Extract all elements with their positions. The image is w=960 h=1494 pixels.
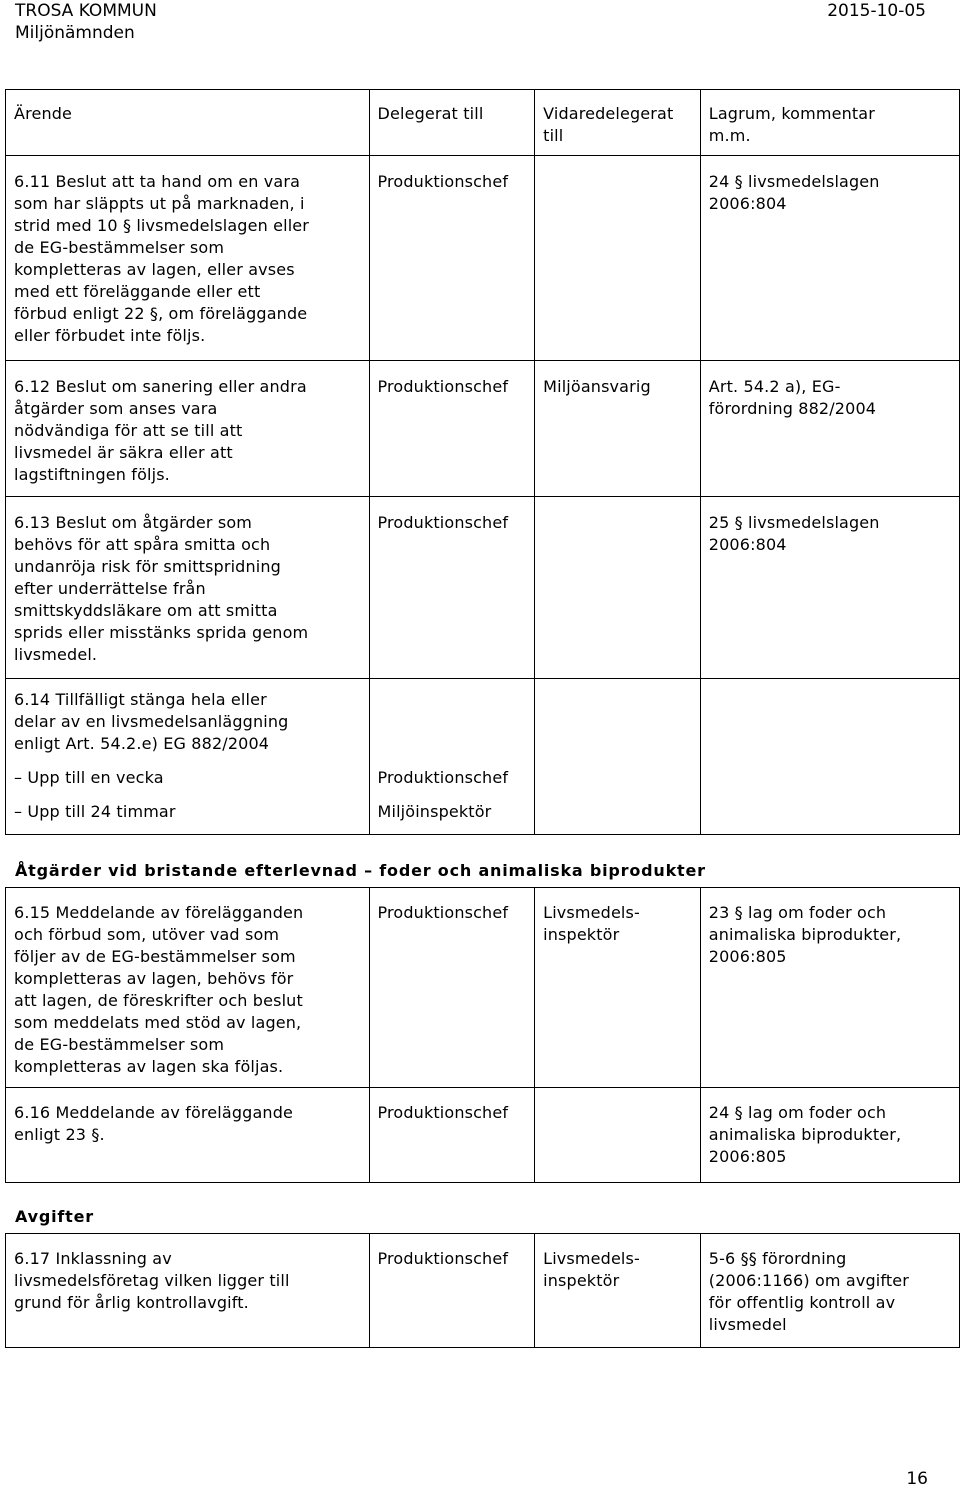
- delegated-to: Produktionschef: [369, 1088, 535, 1183]
- column-header-case: Ärende: [6, 90, 370, 156]
- case-text: 6.15 Meddelande av förelägganden och förbud som, utöver vad som följer av de EG-bestämmelser som kompletteras av lagen, behövs för att lagen, de föreskrifter och beslut som meddelats med stöd av lagen, de EG-bestämmelser som kompletteras av lagen ska följas.: [6, 888, 370, 1088]
- committee-name: Miljönämnden: [15, 23, 135, 43]
- delegation-table-food: [5, 89, 960, 835]
- column-header-redelegated: Vidaredelegerat till: [535, 90, 701, 156]
- case-text: 6.14 Tillfälligt stänga hela eller delar av en livsmedelsanläggning enligt Art. 54.2.e) EG 882/2004: [14, 690, 289, 753]
- redelegated-to: Livsmedels- inspektör: [535, 1234, 701, 1348]
- redelegated-to: [535, 497, 701, 679]
- delegated-to: Produktionschef: [369, 156, 535, 361]
- delegated-cell: [369, 679, 535, 835]
- column-header-law: Lagrum, kommentar m.m.: [700, 90, 959, 156]
- delegated-week: Produktionschef: [377, 768, 509, 787]
- case-text: 6.16 Meddelande av föreläggande enligt 23 §.: [6, 1088, 370, 1183]
- redelegated-to: [535, 1088, 701, 1183]
- delegated-to: Produktionschef: [369, 1234, 535, 1348]
- table-row: [6, 679, 960, 835]
- document-header-left: [15, 0, 157, 44]
- delegation-table-feed: [5, 887, 960, 1183]
- law-reference: Art. 54.2 a), EG- förordning 882/2004: [700, 361, 959, 497]
- law-reference: 23 § lag om foder och animaliska biprodukter, 2006:805: [700, 888, 959, 1088]
- law-reference: [700, 679, 959, 835]
- duration-24h: – Upp till 24 timmar: [14, 802, 176, 821]
- column-header-delegated: Delegerat till: [369, 90, 535, 156]
- table-row: [6, 156, 960, 361]
- redelegated-to: [535, 156, 701, 361]
- case-cell: [6, 679, 370, 835]
- case-text: 6.11 Beslut att ta hand om en vara som har släppts ut på marknaden, i strid med 10 § livsmedelslagen eller de EG-bestämmelser som kompletteras av lagen, eller avses med ett föreläggande eller ett förbud enligt 22 §, om föreläggande eller förbudet inte följs.: [6, 156, 370, 361]
- delegated-24h: Miljöinspektör: [377, 802, 492, 821]
- table-row: [6, 1088, 960, 1183]
- delegated-to: Produktionschef: [369, 888, 535, 1088]
- redelegated-to: Miljöansvarig: [535, 361, 701, 497]
- table-row: [6, 1234, 960, 1348]
- law-reference: 24 § livsmedelslagen 2006:804: [700, 156, 959, 361]
- document-date: 2015-10-05: [827, 1, 926, 21]
- section-title-fees: Avgifter: [15, 1207, 94, 1226]
- table-header-row: [6, 90, 960, 156]
- section-title-feed: Åtgärder vid bristande efterlevnad – foder och animaliska biprodukter: [15, 861, 706, 880]
- delegated-to: Produktionschef: [369, 361, 535, 497]
- case-text: 6.17 Inklassning av livsmedelsföretag vilken ligger till grund för årlig kontrollavgift.: [6, 1234, 370, 1348]
- delegation-table-fees: [5, 1233, 960, 1348]
- table-row: [6, 497, 960, 679]
- table-row: [6, 888, 960, 1088]
- redelegated-to: Livsmedels- inspektör: [535, 888, 701, 1088]
- law-reference: 5-6 §§ förordning (2006:1166) om avgifter för offentlig kontroll av livsmedel: [700, 1234, 959, 1348]
- table-row: [6, 361, 960, 497]
- law-reference: 24 § lag om foder och animaliska biprodukter, 2006:805: [700, 1088, 959, 1183]
- delegated-to: Produktionschef: [369, 497, 535, 679]
- org-name: TROSA KOMMUN: [15, 1, 157, 21]
- law-reference: 25 § livsmedelslagen 2006:804: [700, 497, 959, 679]
- page-number: 16: [906, 1469, 928, 1489]
- redelegated-to: [535, 679, 701, 835]
- duration-week: – Upp till en vecka: [14, 768, 164, 787]
- case-text: 6.12 Beslut om sanering eller andra åtgärder som anses vara nödvändiga för att se till att livsmedel är säkra eller att lagstiftningen följs.: [6, 361, 370, 497]
- case-text: 6.13 Beslut om åtgärder som behövs för att spåra smitta och undanröja risk för smittspridning efter underrättelse från smittskyddsläkare om att smitta sprids eller misstänks sprida genom livsmedel.: [6, 497, 370, 679]
